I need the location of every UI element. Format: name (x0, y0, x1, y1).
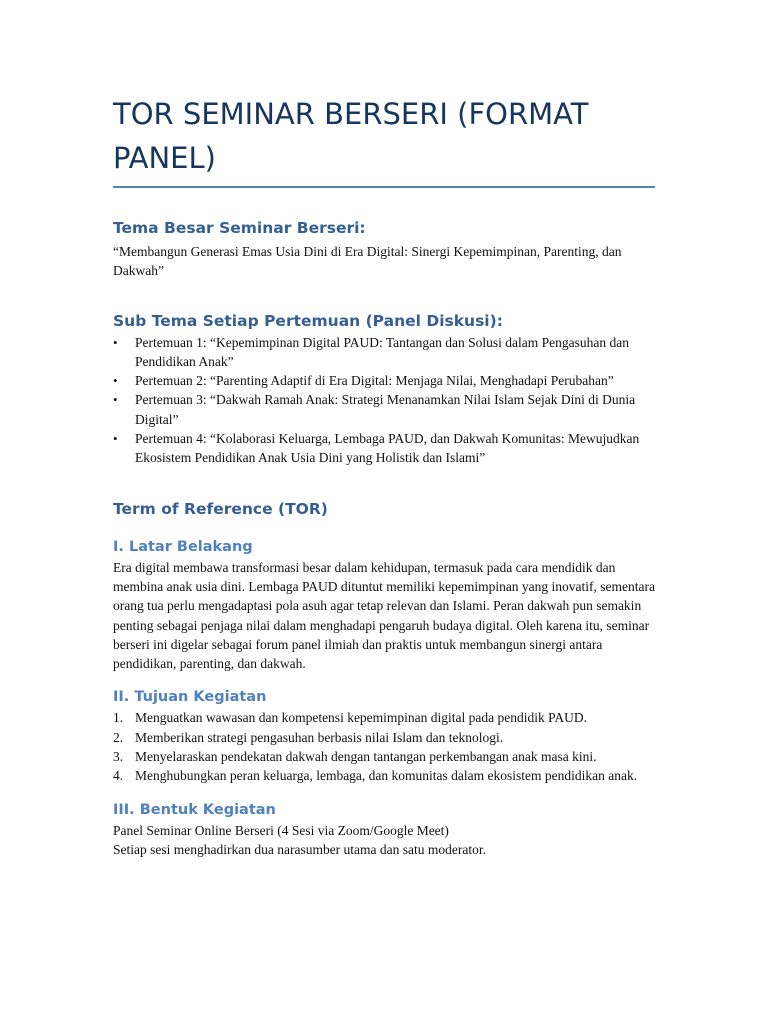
list-item-text: Pertemuan 1: “Kepemimpinan Digital PAUD: Tantangan dan Solusi dalam Pengasuhan dan Pendidikan Anak” (135, 334, 629, 369)
list-item-text: Menghubungkan peran keluarga, lembaga, dan komunitas dalam ekosistem pendidikan anak. (135, 768, 638, 784)
list-item-text: Memberikan strategi pengasuhan berbasis nilai Islam dan teknologi. (135, 729, 504, 745)
document-page (113, 0, 658, 859)
bullet-marker: • (113, 431, 118, 447)
list-item (113, 390, 658, 429)
list-item-text: Pertemuan 3: “Dakwah Ramah Anak: Strategi Menanamkan Nilai Islam Sejak Dini di Dunia Digital” (135, 392, 636, 427)
list-item (113, 747, 658, 766)
list-item (113, 371, 658, 390)
bentuk-line-2: Setiap sesi menghadirkan dua narasumber utama dan satu moderator. (113, 841, 487, 857)
bentuk-heading: III. Bentuk Kegiatan (113, 801, 276, 818)
subtema-list (113, 333, 658, 468)
tema-text: “Membangun Generasi Emas Usia Dini di Era Digital: Sinergi Kepemimpinan, Parenting, dan Dakwah” (113, 244, 622, 279)
list-item-text: Pertemuan 4: “Kolaborasi Keluarga, Lembaga PAUD, dan Dakwah Komunitas: Mewujudkan Ekosistem Pendidikan Anak Usia Dini yang Holistik dan Islami” (135, 431, 640, 466)
list-item (113, 766, 658, 785)
latar-text: Era digital membawa transformasi besar dalam kehidupan, termasuk pada cara mendidik dan membina anak usia dini. Lembaga PAUD dituntut memiliki kepemimpinan yang inovatif, sementara orang tua perlu mengadaptasi pola asuh agar tetap relevan dan Islami. Peran dakwah pun semakin penting sebagai penjaga nilai dalam menghadapi pengaruh budaya digital. Oleh karena itu, seminar berseri ini digelar sebagai forum panel ilmiah dan praktis untuk membangun sinergi antara pendidikan, parenting, dan dakwah. (113, 559, 656, 672)
bentuk-line-1: Panel Seminar Online Berseri (4 Sesi via Zoom/Google Meet) (113, 822, 449, 838)
list-item (113, 728, 658, 747)
tor-heading: Term of Reference (TOR) (113, 499, 328, 518)
list-number: 1. (113, 710, 124, 726)
latar-heading: I. Latar Belakang (113, 538, 253, 555)
tema-heading: Tema Besar Seminar Berseri: (113, 219, 366, 237)
bullet-marker: • (113, 334, 118, 350)
list-number: 3. (113, 749, 124, 765)
tujuan-heading: II. Tujuan Kegiatan (113, 689, 267, 706)
bullet-marker: • (113, 392, 118, 408)
title-underline (113, 186, 655, 188)
document-title: TOR SEMINAR BERSERI (FORMAT PANEL) (113, 97, 589, 175)
list-item-text: Menyelaraskan pendekatan dakwah dengan tantangan perkembangan anak masa kini. (135, 749, 597, 765)
subtema-heading: Sub Tema Setiap Pertemuan (Panel Diskusi): (113, 311, 503, 330)
list-item (113, 708, 658, 727)
list-number: 4. (113, 768, 124, 784)
list-item-text: Pertemuan 2: “Parenting Adaptif di Era Digital: Menjaga Nilai, Menghadapi Perubahan” (135, 373, 614, 389)
list-item-text: Menguatkan wawasan dan kompetensi kepemimpinan digital pada pendidik PAUD. (135, 710, 588, 726)
tujuan-list (113, 708, 658, 785)
list-item (113, 429, 658, 468)
bullet-marker: • (113, 373, 118, 389)
list-number: 2. (113, 729, 124, 745)
list-item (113, 333, 658, 372)
